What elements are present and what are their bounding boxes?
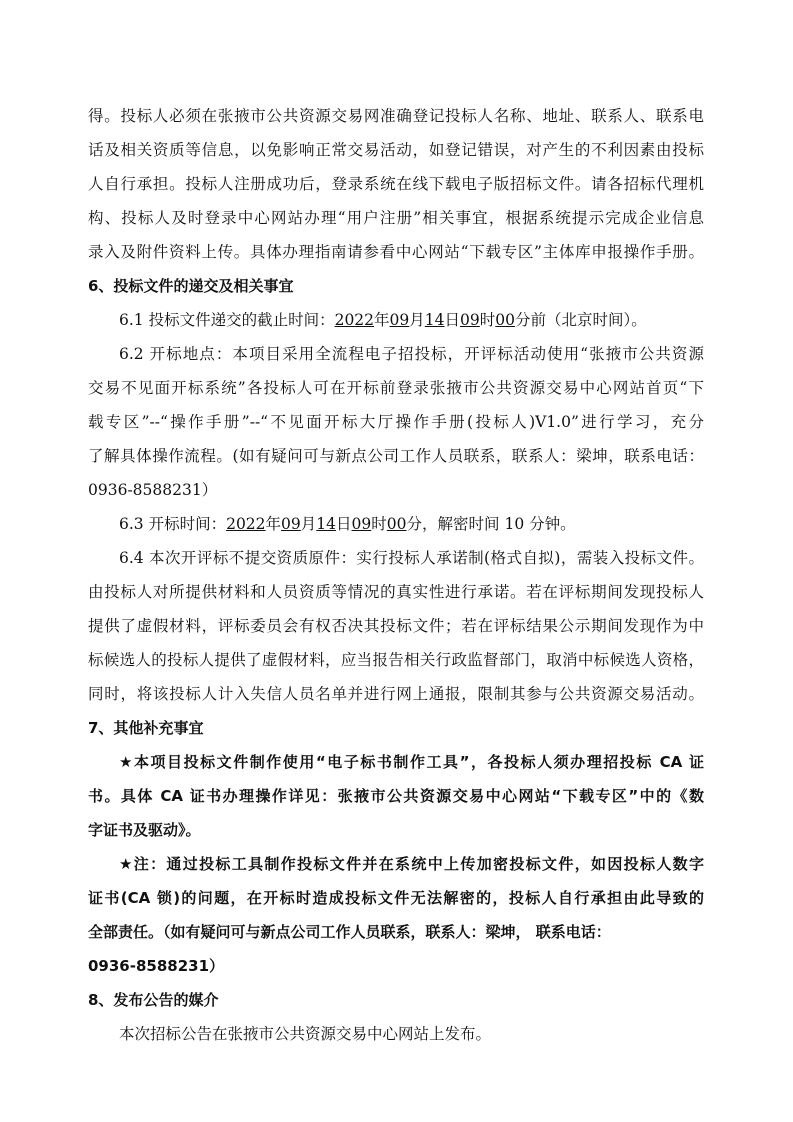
s6-3-month: 09 [281,515,301,533]
s6-3-line [119,507,704,541]
paragraph-line: 0936-8588231） [88,481,218,499]
s6-3-minute: 00 [386,515,407,533]
paragraph-line: ★本项目投标文件制作使用“电子标书制作工具”，各投标人须办理招投标 CA 证 [119,753,704,771]
paragraph-line: 6.4 本次开评标不提交资质原件：实行投标人承诺制(格式自拟)，需装入投标文件。 [119,549,704,567]
paragraph-line: 证书(CA 锁)的问题，在开标时造成投标文件无法解密的，投标人自行承担由此导致的 [88,889,704,907]
s6-3-day: 14 [316,515,337,533]
day-unit: 日 [336,515,352,533]
s6-3-year: 2022 [226,515,266,533]
s6-3-hour: 09 [351,515,372,533]
year-unit: 年 [265,515,282,533]
paragraph-line: ★注：通过投标工具制作投标文件并在系统中上传加密投标文件，如因投标人数字 [119,855,704,873]
paragraph-line: 6.2 开标地点：本项目采用全流程电子招投标，开评标活动使用“张掖市公共资源 [119,345,704,363]
paragraph-line: 交易不见面开标系统”各投标人可在开标前登录张掖市公共资源交易中心网站首页“下 [88,379,704,397]
s6-1-year: 2022 [334,311,375,329]
paragraph-line: 同时，将该投标人计入失信人员名单并进行网上通报，限制其参与公共资源交易活动。 [88,685,704,703]
paragraph-line: 由投标人对所提供材料和人员资质等情况的真实性进行承诺。若在评标期间发现投标人 [88,583,704,601]
s6-1-tail: 分前（北京时间）。 [515,311,647,329]
year-unit: 年 [374,311,390,329]
section-7-heading: 7、其他补充事宜 [88,719,204,737]
s6-1-hour: 09 [460,311,480,329]
hour-unit: 时 [371,515,387,533]
paragraph-line: 字证书及驱动》。 [88,821,201,839]
paragraph-line: 本次招标公告在张掖市公共资源交易中心网站上发布。 [119,1025,492,1043]
paragraph-line: 提供了虚假材料，评标委员会有权否决其投标文件；若在评标结果公示期间发现作为中 [88,617,704,635]
hour-unit: 时 [479,311,496,329]
s6-1-month: 09 [389,311,410,329]
paragraph-line: 得。投标人必须在张掖市公共资源交易网准确登记投标人名称、地址、联系人、联系电 [88,107,704,125]
paragraph-line: 话及相关资质等信息，以免影响正常交易活动，如登记错误，对产生的不利因素由投标 [88,141,704,159]
s6-3-tail: 分，解密时间 10 分钟。 [406,515,576,533]
paragraph-line: 人自行承担。投标人注册成功后，登录系统在线下载电子版招标文件。请各招标代理机 [88,175,704,193]
paragraph-line: 0936-8588231） [88,957,225,975]
paragraph-line: 全部责任。（如有疑问可与新点公司工作人员联系，联系人：梁坤， 联系电话： [88,923,611,941]
s6-1-line [119,303,704,337]
paragraph-line: 录入及附件资料上传。具体办理指南请参看中心网站“下载专区”主体库申报操作手册。 [88,243,704,261]
s6-1-label: 6.1 投标文件递交的截止时间： [119,311,335,329]
section-8-heading: 8、发布公告的媒介 [88,991,219,1009]
paragraph-line: 标候选人的投标人提供了虚假材料，应当报告相关行政监督部门，取消中标候选人资格， [88,651,704,669]
s6-1-minute: 00 [495,311,516,329]
month-unit: 月 [300,515,317,533]
s6-3-label: 6.3 开标时间： [119,515,227,533]
paragraph-line: 构、投标人及时登录中心网站办理“用户注册”相关事宜，根据系统提示完成企业信息 [88,209,704,227]
month-unit: 月 [409,311,425,329]
paragraph-line: 书。具体 CA 证书办理操作详见：张掖市公共资源交易中心网站“下载专区”中的《数 [88,787,704,805]
section-6-heading: 6、投标文件的递交及相关事宜 [88,277,294,295]
s6-1-day: 14 [424,311,445,329]
paragraph-line: 载专区”--“操作手册”--“不见面开标大厅操作手册(投标人)V1.0”进行学习，充分 [88,413,704,431]
paragraph-line: 了解具体操作流程。(如有疑问可与新点公司工作人员联系，联系人：梁坤，联系电话： [88,447,704,465]
day-unit: 日 [444,311,461,329]
